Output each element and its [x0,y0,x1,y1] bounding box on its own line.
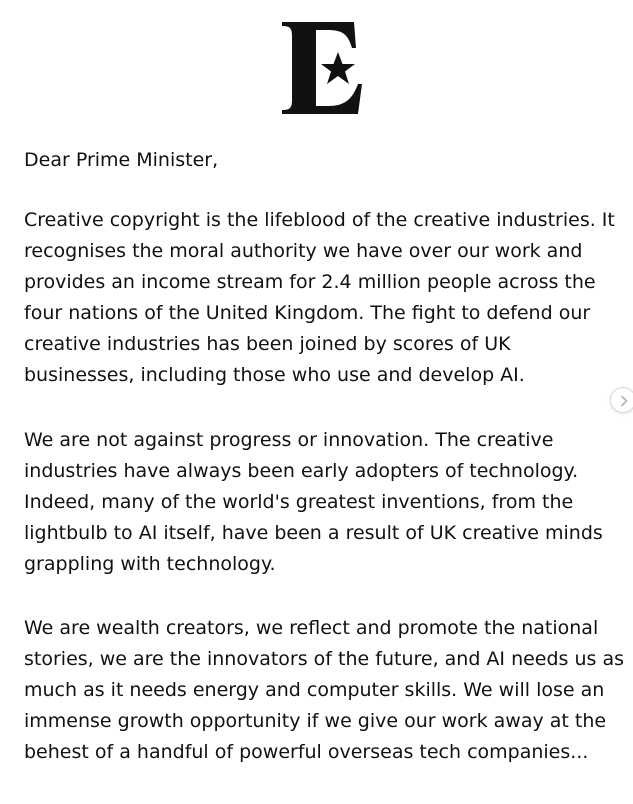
paragraph-line: recognises the moral authority we have over our work and [24,240,583,262]
paragraph-line: stories, we are the innovators of the future, and AI needs us as [24,648,625,670]
paragraph-line: Creative copyright is the lifeblood of the creative industries. It [24,209,615,231]
paragraph-line: four nations of the United Kingdom. The fight to defend our [24,302,591,324]
star-e-logo-icon [282,22,362,114]
paragraph-line: grappling with technology. [24,553,276,575]
paragraph-line: We are wealth creators, we reflect and promote the national [24,617,599,639]
paragraph-line: We are not against progress or innovation. The creative [24,429,554,451]
next-slide-button[interactable] [610,387,633,413]
paragraph-line: much as it needs energy and computer skills. We will lose an [24,679,605,701]
chevron-right-icon [617,394,631,408]
salutation: Dear Prime Minister, [24,149,219,171]
paragraph-line: immense growth opportunity if we give our work away at the [24,710,607,732]
letter-paragraph-1 [24,205,616,391]
paragraph-line: provides an income stream for 2.4 million people across the [24,271,596,293]
paragraph-line: behest of a handful of powerful overseas tech companies... [24,741,589,763]
paragraph-line: Indeed, many of the world's greatest inventions, from the [24,491,574,513]
letter-paragraph-2 [24,425,616,580]
paragraph-line: lightbulb to AI itself, have been a result of UK creative minds [24,522,603,544]
paragraph-line: businesses, including those who use and develop AI. [24,364,525,386]
paragraph-line: industries have always been early adopters of technology. [24,460,579,482]
paragraph-line: creative industries has been joined by scores of UK [24,333,511,355]
letter-paragraph-3 [24,613,625,768]
